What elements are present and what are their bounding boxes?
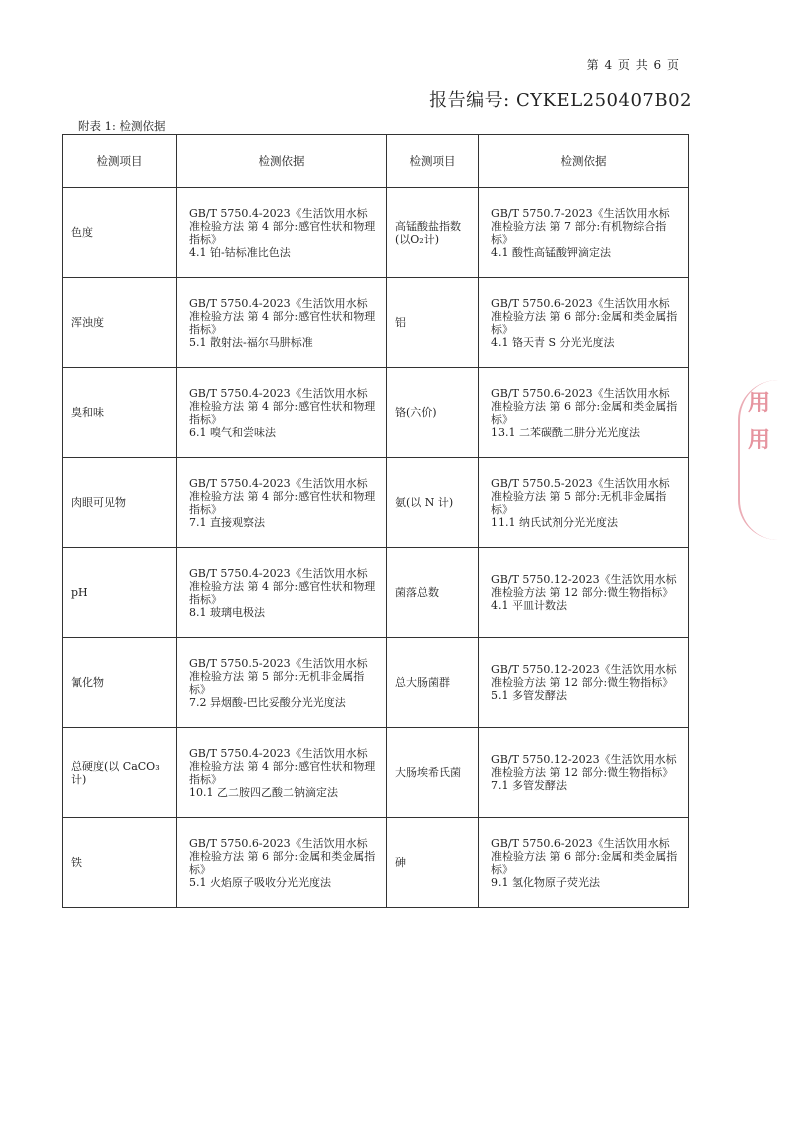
right-method [479,458,689,548]
method-clause: 9.1 氢化物原子荧光法 [491,875,600,889]
left-method [177,548,387,638]
left-item: 肉眼可见物 [63,458,177,548]
table-row [63,548,689,638]
method-standard: GB/T 5750.4-2023《生活饮用水标准检验方法 第 4 部分:感官性状和物理指标》 [189,476,376,516]
method-standard: GB/T 5750.4-2023《生活饮用水标准检验方法 第 4 部分:感官性状和物理指标》 [189,746,376,786]
left-item: 氰化物 [63,638,177,728]
table-row [63,458,689,548]
seal-stamp-partial [738,380,793,540]
method-clause: 5.1 火焰原子吸收分光光度法 [189,875,331,889]
stamp-char: 用 [748,427,771,453]
method-clause: 11.1 纳氏试剂分光光度法 [491,515,618,529]
left-item: 铁 [63,818,177,908]
left-item: 浑浊度 [63,278,177,368]
method-clause: 8.1 玻璃电极法 [189,605,265,619]
right-method [479,818,689,908]
method-standard: GB/T 5750.6-2023《生活饮用水标准检验方法 第 6 部分:金属和类金属指标》 [189,836,376,876]
method-clause: 13.1 二苯碳酰二肼分光光度法 [491,425,640,439]
right-item: 铬(六价) [387,368,479,458]
page-number: 第 4 页 共 6 页 [586,58,680,72]
table-row [63,368,689,458]
right-method [479,638,689,728]
table-row [63,278,689,368]
left-method [177,458,387,548]
right-item: 大肠埃希氏菌 [387,728,479,818]
method-standard: GB/T 5750.12-2023《生活饮用水标准检验方法 第 12 部分:微生物指标》 [491,663,677,689]
method-standard: GB/T 5750.5-2023《生活饮用水标准检验方法 第 5 部分:无机非金属指标》 [189,656,368,696]
method-standard: GB/T 5750.12-2023《生活饮用水标准检验方法 第 12 部分:微生物指标》 [491,573,677,599]
right-method [479,728,689,818]
right-method [479,188,689,278]
method-standard: GB/T 5750.7-2023《生活饮用水标准检验方法 第 7 部分:有机物综合指标》 [491,206,670,246]
right-item: 砷 [387,818,479,908]
method-clause: 10.1 乙二胺四乙酸二钠滴定法 [189,785,338,799]
left-item: 臭和味 [63,368,177,458]
left-method [177,188,387,278]
right-item: 铝 [387,278,479,368]
right-item: 菌落总数 [387,548,479,638]
left-method [177,818,387,908]
method-standard: GB/T 5750.4-2023《生活饮用水标准检验方法 第 4 部分:感官性状和物理指标》 [189,206,376,246]
table-row [63,638,689,728]
table-row [63,188,689,278]
table-row [63,728,689,818]
left-item: 总硬度(以 CaCO₃计) [63,728,177,818]
method-standard: GB/T 5750.5-2023《生活饮用水标准检验方法 第 5 部分:无机非金属指标》 [491,476,670,516]
method-clause: 5.1 多管发酵法 [491,689,567,702]
left-method [177,728,387,818]
method-standard: GB/T 5750.6-2023《生活饮用水标准检验方法 第 6 部分:金属和类金属指标》 [491,386,678,426]
left-method [177,368,387,458]
method-clause: 4.1 平皿计数法 [491,599,567,612]
test-basis-table [62,134,689,908]
method-standard: GB/T 5750.4-2023《生活饮用水标准检验方法 第 4 部分:感官性状和物理指标》 [189,566,376,606]
header-left-method: 检测依据 [177,135,387,188]
left-item: 色度 [63,188,177,278]
right-item: 氨(以 N 计) [387,458,479,548]
right-item: 高锰酸盐指数(以O₂计) [387,188,479,278]
method-standard: GB/T 5750.4-2023《生活饮用水标准检验方法 第 4 部分:感官性状和物理指标》 [189,296,376,336]
report-number: 报告编号: CYKEL250407B02 [429,90,692,111]
method-clause: 5.1 散射法-福尔马肼标准 [189,335,313,349]
method-clause: 4.1 酸性高锰酸钾滴定法 [491,245,611,259]
method-standard: GB/T 5750.6-2023《生活饮用水标准检验方法 第 6 部分:金属和类金属指标》 [491,296,678,336]
right-method [479,548,689,638]
stamp-char: 用 [748,390,771,416]
header-right-method: 检测依据 [479,135,689,188]
method-standard: GB/T 5750.4-2023《生活饮用水标准检验方法 第 4 部分:感官性状和物理指标》 [189,386,376,426]
header-left-item: 检测项目 [63,135,177,188]
left-item: pH [63,548,177,638]
right-method [479,368,689,458]
header-right-item: 检测项目 [387,135,479,188]
left-method [177,278,387,368]
table-caption: 附表 1: 检测依据 [78,119,166,133]
table-header-row [63,135,689,188]
right-method [479,278,689,368]
method-clause: 7.2 异烟酸-巴比妥酸分光光度法 [189,695,346,709]
method-clause: 4.1 铂-钴标准比色法 [189,245,291,259]
method-clause: 7.1 多管发酵法 [491,779,567,792]
method-clause: 7.1 直接观察法 [189,515,265,529]
table-row [63,818,689,908]
right-item: 总大肠菌群 [387,638,479,728]
method-clause: 4.1 铬天青 S 分光光度法 [491,335,615,349]
method-standard: GB/T 5750.12-2023《生活饮用水标准检验方法 第 12 部分:微生物指标》 [491,753,677,779]
method-standard: GB/T 5750.6-2023《生活饮用水标准检验方法 第 6 部分:金属和类金属指标》 [491,836,678,876]
method-clause: 6.1 嗅气和尝味法 [189,425,276,439]
left-method [177,638,387,728]
